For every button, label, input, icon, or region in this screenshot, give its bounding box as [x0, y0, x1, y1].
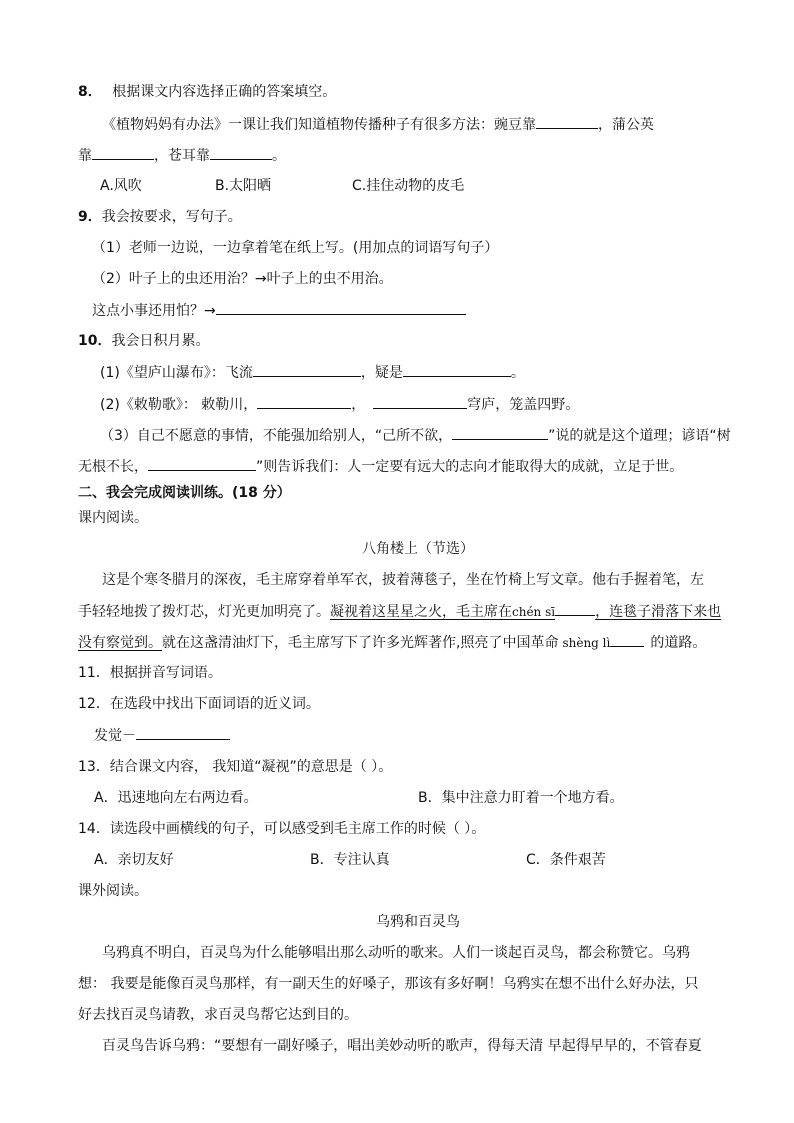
answer-blank[interactable]: [148, 456, 256, 471]
passage-line-3: [78, 632, 706, 653]
question-12: 12．在选段中找出下面词语的近义词。: [78, 696, 320, 712]
q10-item-1: [100, 362, 525, 383]
question-9: [78, 207, 242, 227]
sentence-text: 靠: [78, 148, 92, 164]
q10-item-2: [100, 394, 579, 415]
pinyin-prompt: chén sī: [512, 605, 556, 619]
question-11: 11．根据拼音写词语。: [78, 665, 222, 681]
q14-option-a[interactable]: A．亲切友好: [94, 852, 174, 868]
answer-blank[interactable]: [136, 725, 230, 740]
answer-blank[interactable]: [403, 362, 511, 377]
answer-blank[interactable]: [452, 425, 548, 440]
q10-item-3-line1: [100, 425, 731, 446]
passage2-line-1: 乌鸦真不明白，百灵鸟为什么能够唱出那么动听的歌来。人们一谈起百灵鸟，都会称赞它。乌鸦: [102, 945, 690, 961]
q14-option-c[interactable]: C．条件艰苦: [526, 852, 606, 868]
q8-option-c[interactable]: C.挂住动物的皮毛: [352, 178, 465, 194]
answer-blank[interactable]: [253, 362, 361, 377]
passage-text: 就在这盏清油灯下，毛主席写下了许多光辉著作,照亮了中国革命: [162, 635, 559, 651]
item-text: (2)《敕勒歌》： 敕勒川，: [100, 397, 258, 413]
item-text: ，: [351, 397, 366, 413]
passage-text: 的道路。: [650, 635, 707, 651]
item-text: (1)《望庐山瀑布》：飞流: [100, 365, 253, 381]
q14-option-b[interactable]: B．专注认真: [310, 852, 390, 868]
q8-sentence-line1: [102, 114, 654, 135]
answer-blank[interactable]: [216, 300, 466, 315]
item-text: ”则告诉我们：人一定要有远大的志向才能取得大的成就，立足于世。: [256, 459, 684, 475]
question-14: 14．读选段中画横线的句子，可以感受到毛主席工作的时候（ ）。: [78, 821, 486, 837]
out-class-reading-label: 课外阅读。: [78, 883, 148, 899]
q8-option-b[interactable]: B.太阳晒: [215, 178, 272, 194]
word-text: 发觉－: [94, 728, 136, 744]
answer-blank[interactable]: [92, 145, 154, 160]
question-number: 9．: [78, 209, 102, 225]
in-class-reading-label: 课内阅读。: [78, 510, 148, 526]
q8-sentence-line2: [78, 145, 286, 166]
pinyin-prompt: shèng lì: [562, 636, 611, 650]
item-text: ”说的就是这个道理；谚语“树: [548, 428, 731, 444]
q8-option-a[interactable]: A.风吹: [100, 178, 142, 194]
answer-blank[interactable]: [555, 601, 595, 616]
answer-blank[interactable]: [610, 632, 644, 647]
item-text: （3）自己不愿意的事情，不能强加给别人，“己所不欲，: [100, 428, 453, 444]
q13-option-b[interactable]: B．集中注意力盯着一个地方看。: [418, 790, 624, 806]
question-13: 13．结合课文内容， 我知道“凝视”的意思是（ ）。: [78, 759, 393, 775]
passage-line-1: 这是个寒冬腊月的深夜，毛主席穿着单军衣，披着薄毯子，坐在竹椅上写文章。他右手握着笔，左: [102, 572, 704, 588]
question-prompt: 我会日积月累。: [111, 333, 210, 349]
question-number: 8．: [78, 84, 102, 100]
sentence-text: 《植物妈妈有办法》一课让我们知道植物传播种子有很多方法：豌豆靠: [102, 117, 536, 133]
sentence-text: ，蒲公英: [598, 117, 654, 133]
underlined-text: 没有察觉到。: [78, 635, 162, 651]
question-prompt: 根据课文内容选择正确的答案填空。: [112, 84, 337, 100]
sentence-text: 。: [272, 148, 286, 164]
q9-item-3: [92, 300, 466, 321]
answer-blank[interactable]: [210, 145, 272, 160]
item-text: 穹庐，笼盖四野。: [467, 397, 580, 413]
q13-option-a[interactable]: A．迅速地向左右两边看。: [94, 790, 258, 806]
q9-item-2: （2）叶子上的虫还用治？→叶子上的虫不用治。: [92, 271, 393, 287]
item-text: 无根不长，: [78, 459, 148, 475]
passage2-line-3: 好去找百灵鸟请教，求百灵鸟帮它达到目的。: [78, 1007, 358, 1023]
question-prompt: 我会按要求，写句子。: [101, 209, 242, 225]
passage-title: 八角楼上（节选）: [362, 541, 474, 557]
answer-blank[interactable]: [373, 394, 467, 409]
section-heading: 二、我会完成阅读训练。(18 分）: [78, 485, 291, 501]
question-8: [78, 82, 336, 102]
passage2-line-2: 想： 我要是能像百灵鸟那样，有一副天生的好嗓子，那该有多好啊！乌鸦实在想不出什么好办法，只: [78, 976, 699, 992]
passage-text: 手轻轻地拨了拨灯芯，灯光更加明亮了。: [78, 604, 330, 620]
q12-word: [94, 725, 230, 746]
answer-blank[interactable]: [257, 394, 351, 409]
underlined-sentence: [330, 604, 721, 620]
answer-blank[interactable]: [536, 114, 598, 129]
item-text: 。: [510, 365, 525, 381]
q10-item-3-line2: [78, 456, 683, 477]
q9-item-1: （1）老师一边说，一边拿着笔在纸上写。(用加点的词语写句子）: [92, 240, 499, 256]
question-10: [78, 331, 209, 351]
sentence-text: ，苍耳靠: [154, 148, 210, 164]
underlined-text: ，连毯子滑落下来也: [595, 604, 722, 620]
item-text: ，疑是: [360, 365, 403, 381]
passage2-line-4: 百灵鸟告诉乌鸦：“要想有一副好嗓子，唱出美妙动听的歌声，得每天清 早起得早早的，不管春夏: [102, 1038, 702, 1054]
underlined-text: 凝视着这星星之火，毛主席在: [330, 604, 512, 620]
question-number: 10．: [78, 333, 112, 349]
passage2-title: 乌鸦和百灵鸟: [376, 914, 460, 930]
item-text: 这点小事还用怕？→: [92, 303, 216, 319]
passage-line-2: [78, 601, 721, 622]
